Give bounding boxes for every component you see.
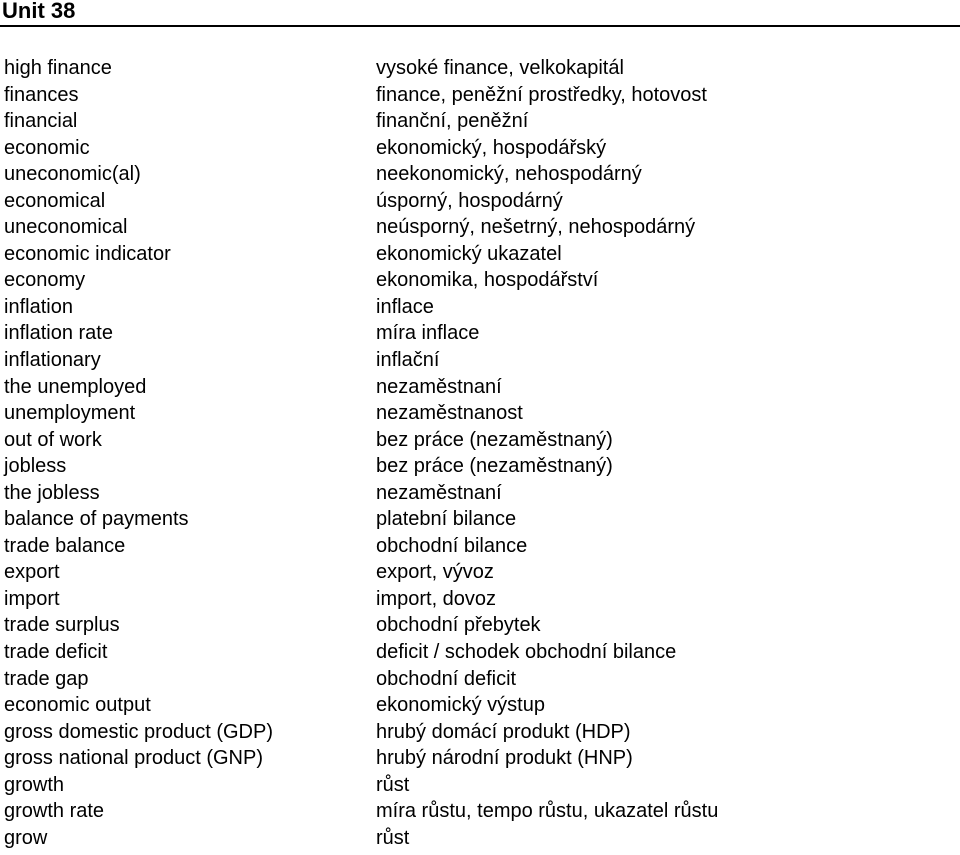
czech-translation: finance, peněžní prostředky, hotovost (376, 83, 707, 106)
vocabulary-row (0, 374, 960, 401)
vocabulary-row (0, 453, 960, 480)
vocabulary-row (0, 82, 960, 109)
czech-translation: obchodní přebytek (376, 614, 541, 637)
vocabulary-row (0, 241, 960, 268)
english-term: balance of payments (4, 508, 189, 531)
czech-translation: neekonomický, nehospodárný (376, 163, 642, 186)
unit-title: Unit 38 (2, 0, 76, 23)
vocabulary-row (0, 825, 960, 852)
english-term: high finance (4, 57, 112, 79)
vocabulary-row (0, 666, 960, 693)
english-term: financial (4, 110, 78, 133)
czech-translation: import, dovoz (376, 587, 497, 610)
czech-translation: obchodní deficit (376, 667, 517, 690)
vocabulary-row (0, 427, 960, 454)
english-term: trade gap (4, 667, 89, 690)
vocabulary-row (0, 294, 960, 321)
czech-translation: ekonomický ukazatel (376, 242, 562, 265)
english-term: growth (4, 773, 65, 796)
vocabulary-row (0, 135, 960, 162)
czech-translation: vysoké finance, velkokapitál (376, 57, 624, 79)
vocabulary-row (0, 533, 960, 560)
english-term: trade surplus (4, 614, 120, 637)
english-term: finances (4, 83, 79, 106)
vocabulary-row (0, 55, 960, 82)
czech-translation: nezaměstnaní (376, 481, 502, 504)
vocabulary-row (0, 586, 960, 613)
vocabulary-row (0, 639, 960, 666)
czech-translation: růst (376, 826, 410, 849)
english-term: uneconomic(al) (4, 163, 141, 186)
english-term: unemployment (4, 402, 136, 425)
english-term: growth rate (4, 800, 105, 823)
english-term: export (4, 561, 60, 584)
vocabulary-row (0, 214, 960, 241)
vocabulary-row (0, 612, 960, 639)
czech-translation: úsporný, hospodárný (376, 189, 563, 212)
vocabulary-row (0, 320, 960, 347)
english-term: inflation (4, 295, 73, 318)
header-divider (0, 25, 960, 27)
czech-translation: nezaměstnanost (376, 402, 523, 425)
czech-translation: ekonomický výstup (376, 694, 545, 717)
czech-translation: platební bilance (376, 508, 517, 531)
vocabulary-row (0, 480, 960, 507)
english-term: economy (4, 269, 86, 292)
czech-translation: inflace (376, 295, 434, 318)
czech-translation: ekonomika, hospodářství (376, 269, 599, 292)
english-term: import (4, 587, 60, 610)
vocabulary-list (0, 55, 960, 851)
czech-translation: export, vývoz (376, 561, 494, 584)
vocabulary-row (0, 108, 960, 135)
czech-translation: finanční, peněžní (376, 110, 529, 133)
vocabulary-row (0, 161, 960, 188)
vocabulary-row (0, 188, 960, 215)
english-term: uneconomical (4, 216, 128, 239)
czech-translation: obchodní bilance (376, 534, 528, 557)
czech-translation: bez práce (nezaměstnaný) (376, 428, 613, 451)
english-term: trade balance (4, 534, 126, 557)
vocabulary-row (0, 745, 960, 772)
czech-translation: inflační (376, 349, 440, 372)
czech-translation: růst (376, 773, 410, 796)
vocabulary-row (0, 559, 960, 586)
czech-translation: ekonomický, hospodářský (376, 136, 607, 159)
english-term: gross national product (GNP) (4, 747, 264, 770)
vocabulary-row (0, 267, 960, 294)
vocabulary-row (0, 798, 960, 825)
czech-translation: nezaměstnaní (376, 375, 502, 398)
english-term: economic (4, 136, 90, 159)
vocabulary-row (0, 692, 960, 719)
english-term: economic output (4, 694, 151, 717)
english-term: inflation rate (4, 322, 113, 345)
english-term: economical (4, 189, 106, 212)
czech-translation: hrubý domácí produkt (HDP) (376, 720, 631, 743)
english-term: grow (4, 826, 48, 849)
english-term: the unemployed (4, 375, 147, 398)
page-header (0, 0, 960, 34)
vocabulary-row (0, 400, 960, 427)
english-term: jobless (4, 455, 67, 478)
czech-translation: neúsporný, nešetrný, nehospodárný (376, 216, 696, 239)
english-term: inflationary (4, 349, 101, 372)
english-term: gross domestic product (GDP) (4, 720, 273, 743)
czech-translation: míra růstu, tempo růstu, ukazatel růstu (376, 800, 719, 823)
czech-translation: bez práce (nezaměstnaný) (376, 455, 613, 478)
english-term: trade deficit (4, 641, 108, 664)
czech-translation: míra inflace (376, 322, 480, 345)
english-term: the jobless (4, 481, 100, 504)
vocabulary-row (0, 772, 960, 799)
vocabulary-row (0, 347, 960, 374)
czech-translation: deficit / schodek obchodní bilance (376, 641, 677, 664)
vocabulary-row (0, 506, 960, 533)
english-term: out of work (4, 428, 102, 451)
vocabulary-row (0, 719, 960, 746)
czech-translation: hrubý národní produkt (HNP) (376, 747, 633, 770)
english-term: economic indicator (4, 242, 171, 265)
